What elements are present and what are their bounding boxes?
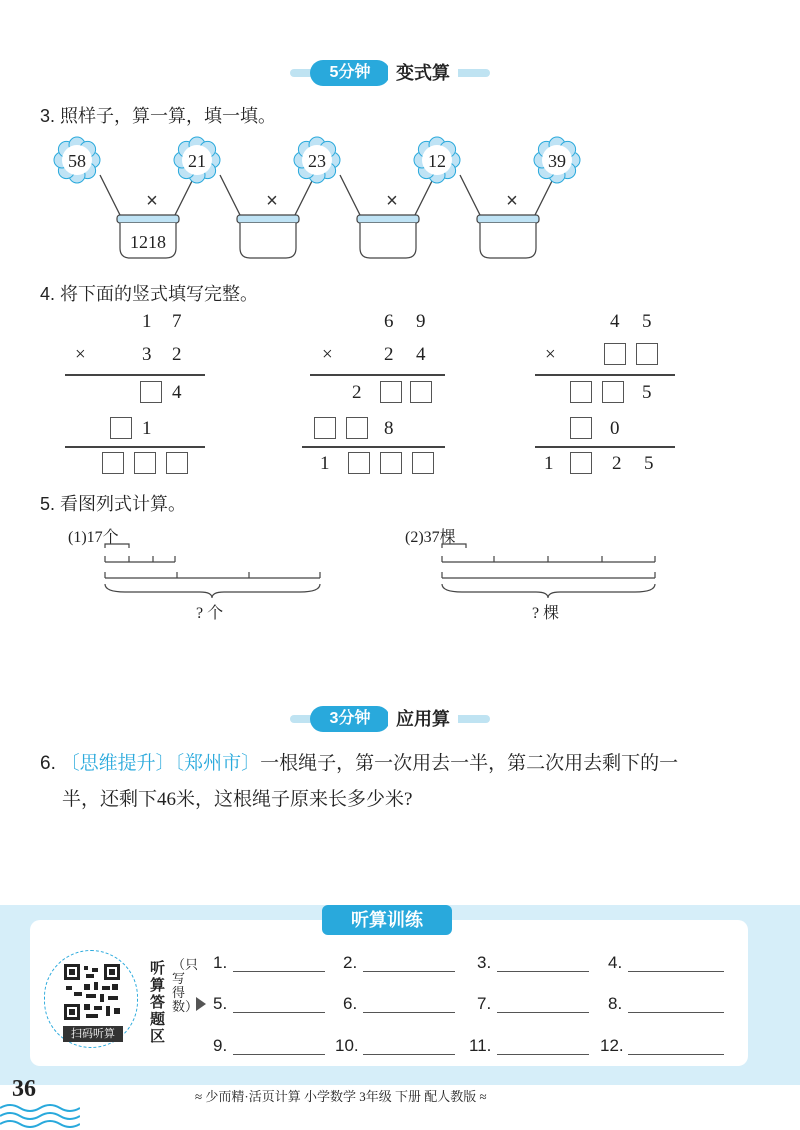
answer-box[interactable] bbox=[346, 417, 368, 439]
answer-box[interactable] bbox=[380, 452, 402, 474]
digit: 5 bbox=[644, 453, 654, 474]
svg-text:23: 23 bbox=[308, 151, 326, 171]
answer-box[interactable] bbox=[570, 452, 592, 474]
flower-number bbox=[174, 137, 220, 183]
answer-area-label: 听算答题区 bbox=[150, 960, 166, 1045]
answer-slot[interactable]: 9. bbox=[213, 1036, 227, 1056]
question-6-line1 bbox=[40, 748, 678, 775]
answer-box[interactable] bbox=[110, 417, 132, 439]
times-sign: × bbox=[506, 190, 518, 212]
answer-box[interactable] bbox=[570, 417, 592, 439]
answer-box[interactable] bbox=[636, 343, 658, 365]
digit: 1 bbox=[544, 453, 554, 474]
svg-text:12: 12 bbox=[428, 151, 446, 171]
question-6-line2: 半，还剩下46米，这根绳子原来长多少米? bbox=[62, 789, 413, 810]
digit: 2 bbox=[384, 344, 394, 365]
flower-number bbox=[294, 137, 340, 183]
answer-slot[interactable]: 10. bbox=[335, 1036, 359, 1056]
arrow-icon bbox=[196, 997, 206, 1011]
digit: 4 bbox=[172, 382, 182, 403]
tag-thinking: 〔思维提升〕 bbox=[60, 753, 175, 774]
digit: 1 bbox=[142, 311, 152, 332]
qr-label: 扫码听算 bbox=[63, 1026, 123, 1042]
times-sign: × bbox=[146, 190, 158, 212]
q5-part1-question: ? 个 bbox=[196, 605, 224, 622]
answer-bowl[interactable] bbox=[237, 215, 299, 258]
answer-slot[interactable]: 2. bbox=[343, 953, 357, 973]
digit: 4 bbox=[610, 311, 620, 332]
footer-text: ≈ 少而精·活页计算 小学数学 3年级 下册 配人教版 ≈ bbox=[195, 1089, 487, 1104]
flower-number bbox=[54, 137, 100, 183]
q5-part2-label: (2)37棵 bbox=[405, 529, 456, 546]
answer-slot[interactable]: 3. bbox=[477, 953, 491, 973]
answer-slot[interactable]: 11. bbox=[469, 1036, 491, 1056]
vertical-multiplication-3 bbox=[530, 308, 680, 478]
digit: 7 bbox=[172, 311, 182, 332]
digit: 8 bbox=[384, 418, 394, 439]
q5-part2-question: ? 棵 bbox=[532, 605, 560, 622]
svg-text:58: 58 bbox=[68, 151, 86, 171]
answer-slot[interactable]: 7. bbox=[477, 994, 491, 1014]
q5-part1-label: (1)17个 bbox=[68, 529, 119, 546]
page-number: 36 bbox=[12, 1076, 36, 1102]
qr-code-icon[interactable] bbox=[62, 962, 122, 1022]
answer-box[interactable] bbox=[602, 381, 624, 403]
flower-bowl-diagram bbox=[40, 130, 620, 270]
section-header-variation bbox=[290, 60, 490, 86]
answer-box[interactable] bbox=[140, 381, 162, 403]
section-minutes-badge: 5分钟 bbox=[310, 60, 390, 86]
tag-city: 〔郑州市〕 bbox=[174, 753, 261, 774]
flower-number bbox=[414, 137, 460, 183]
answer-box[interactable] bbox=[380, 381, 402, 403]
digit: 1 bbox=[320, 453, 330, 474]
times-sign: × bbox=[386, 190, 398, 212]
answer-box[interactable] bbox=[570, 381, 592, 403]
answer-bowl[interactable] bbox=[477, 215, 539, 258]
answer-box[interactable] bbox=[604, 343, 626, 365]
svg-text:1218: 1218 bbox=[130, 232, 166, 252]
answer-slot[interactable]: 12. bbox=[600, 1036, 624, 1056]
digit: 1 bbox=[142, 418, 152, 439]
digit: 2 bbox=[172, 344, 182, 365]
answer-slot[interactable]: 4. bbox=[608, 953, 622, 973]
digit: 6 bbox=[384, 311, 394, 332]
question-text: 一根绳子，第一次用去一半，第二次用去剩下的一 bbox=[260, 753, 679, 774]
listening-title: 听算训练 bbox=[322, 905, 452, 935]
digit: 0 bbox=[610, 418, 620, 439]
vertical-multiplication-2 bbox=[300, 308, 450, 478]
answer-slot[interactable]: 1. bbox=[213, 953, 227, 973]
answer-bowl[interactable] bbox=[117, 215, 179, 258]
digit: 2 bbox=[352, 382, 362, 403]
digit: 9 bbox=[416, 311, 426, 332]
digit: 5 bbox=[642, 382, 652, 403]
answer-box[interactable] bbox=[166, 452, 188, 474]
digit: 4 bbox=[416, 344, 426, 365]
answer-area-note: （只写得数） bbox=[172, 957, 199, 1014]
answer-box[interactable] bbox=[134, 452, 156, 474]
connector-lines bbox=[100, 175, 555, 215]
digit: 5 bbox=[642, 311, 652, 332]
times-sign: × bbox=[75, 344, 86, 365]
flower-number bbox=[534, 137, 580, 183]
section-title: 变式算 bbox=[388, 60, 458, 86]
vertical-multiplication-1 bbox=[60, 308, 210, 478]
section-header-application bbox=[290, 706, 490, 732]
answer-slot[interactable]: 8. bbox=[608, 994, 622, 1014]
answer-box[interactable] bbox=[102, 452, 124, 474]
answer-box[interactable] bbox=[314, 417, 336, 439]
answer-box[interactable] bbox=[412, 452, 434, 474]
svg-text:21: 21 bbox=[188, 151, 206, 171]
answer-slot[interactable]: 5. bbox=[213, 994, 227, 1014]
times-sign: × bbox=[266, 190, 278, 212]
answer-slot[interactable]: 6. bbox=[343, 994, 357, 1014]
times-sign: × bbox=[322, 344, 333, 365]
question-4-prompt: 4. 将下面的竖式填写完整。 bbox=[40, 284, 259, 304]
question-number: 6. bbox=[40, 753, 56, 774]
answer-bowl[interactable] bbox=[357, 215, 419, 258]
question-5-prompt: 5. 看图列式计算。 bbox=[40, 494, 187, 514]
section-title: 应用算 bbox=[388, 706, 458, 732]
section-minutes-badge: 3分钟 bbox=[310, 706, 390, 732]
digit: 3 bbox=[142, 344, 152, 365]
digit: 2 bbox=[612, 453, 622, 474]
answer-box[interactable] bbox=[348, 452, 370, 474]
svg-text:39: 39 bbox=[548, 151, 566, 171]
question-3-prompt: 3. 照样子，算一算，填一填。 bbox=[40, 106, 277, 126]
answer-box[interactable] bbox=[410, 381, 432, 403]
times-sign: × bbox=[545, 344, 556, 365]
